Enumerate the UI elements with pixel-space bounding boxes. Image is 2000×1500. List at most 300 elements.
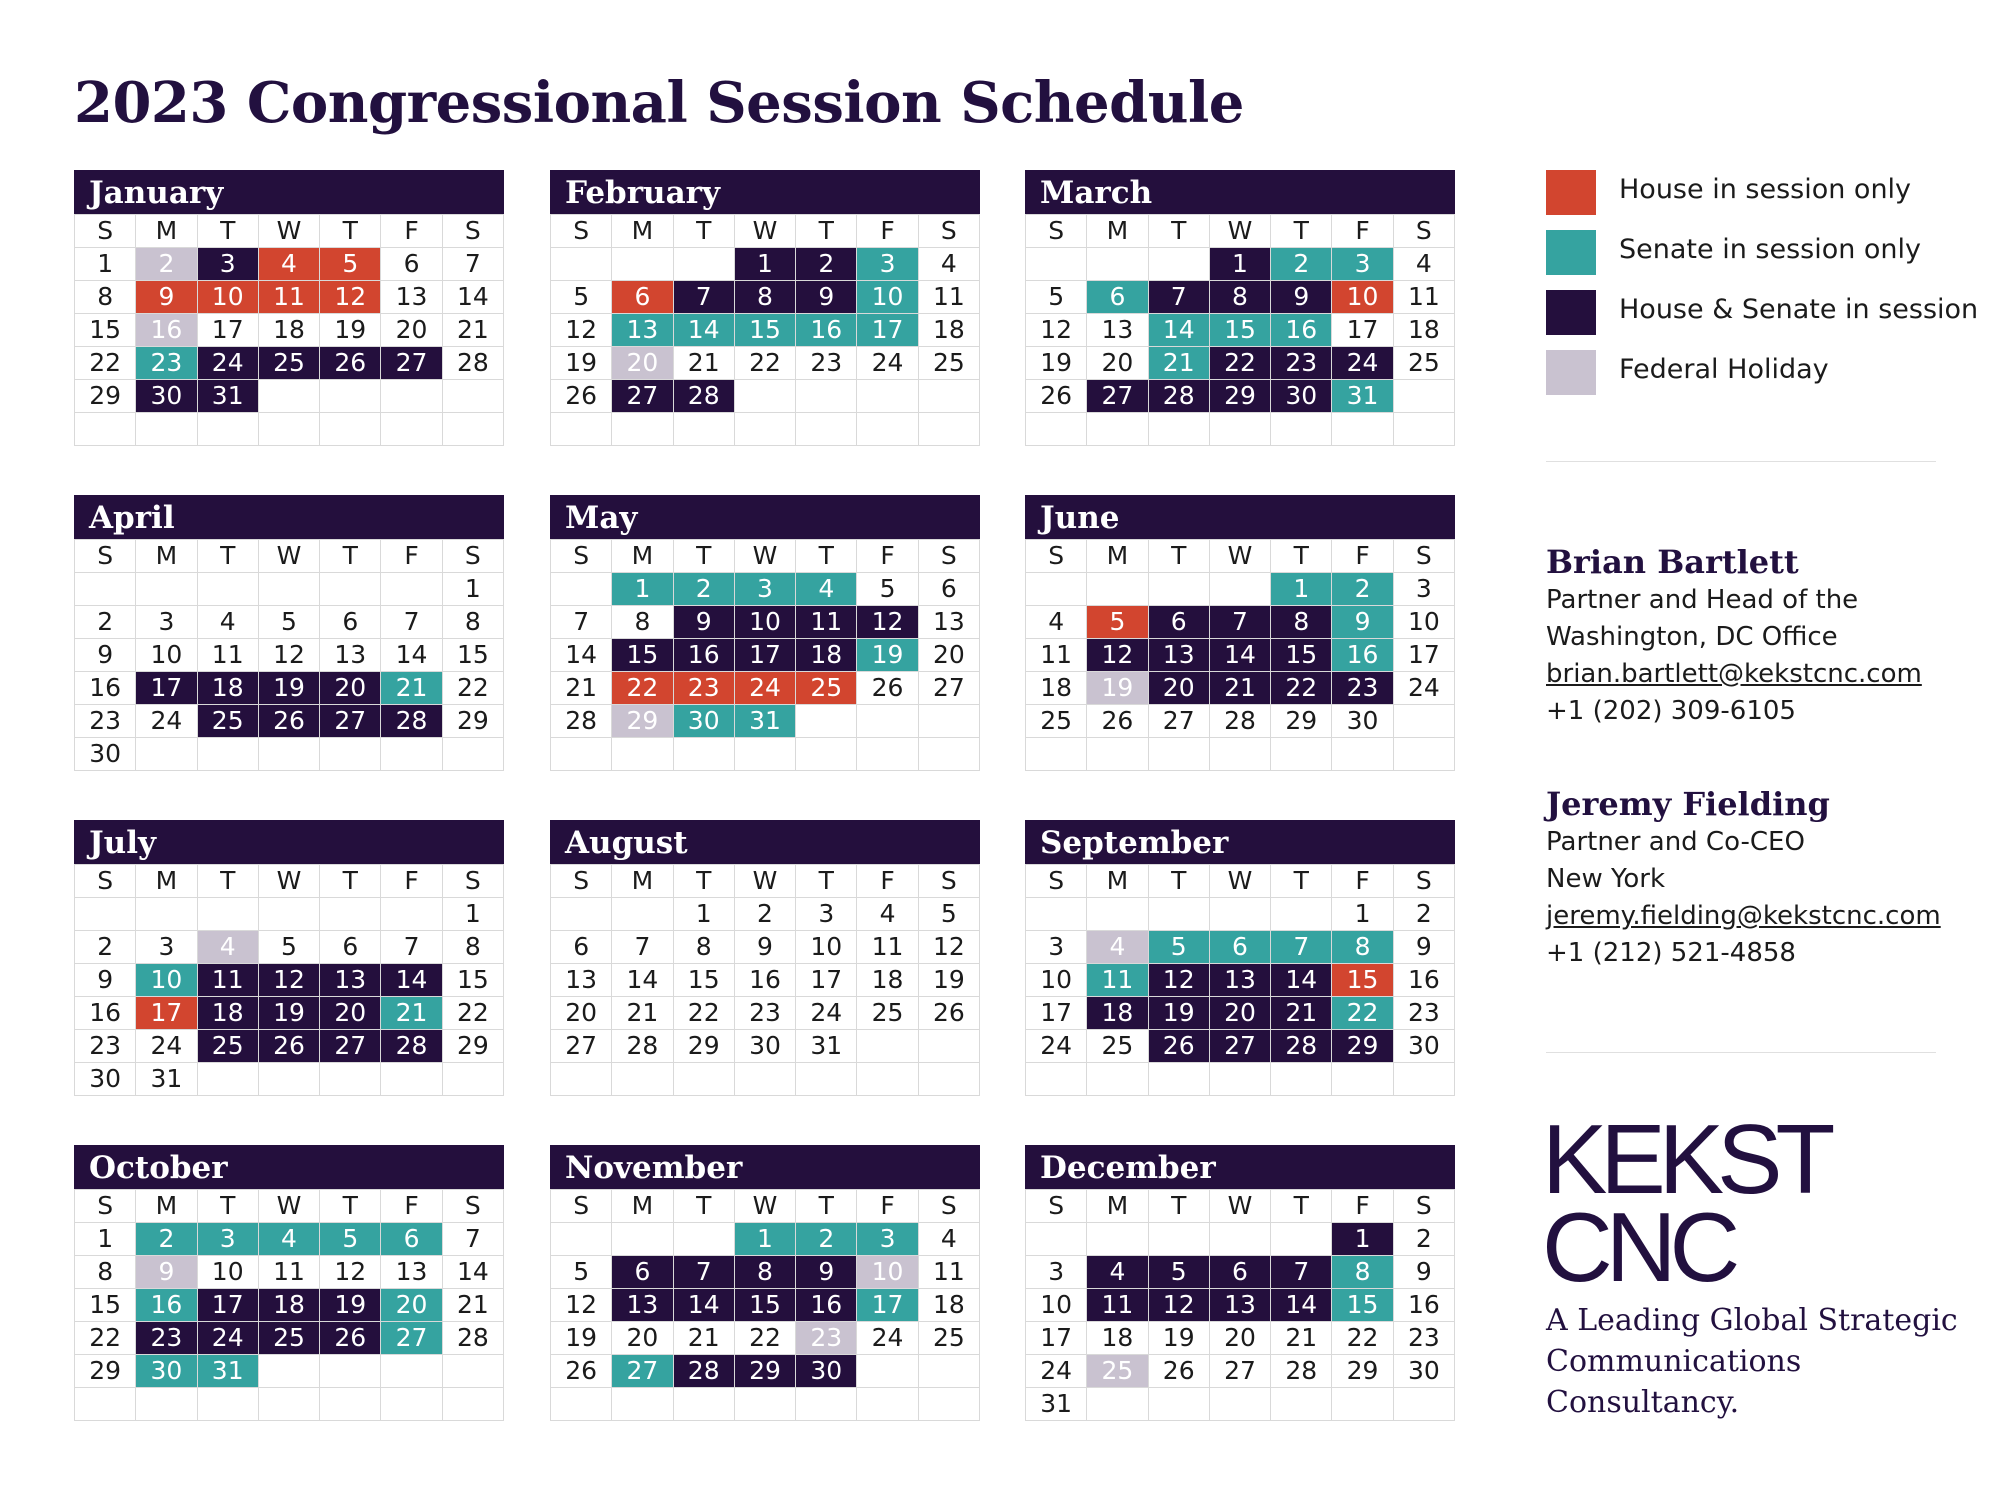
- empty-cell: [1026, 898, 1087, 931]
- weekday-header: T: [197, 540, 258, 573]
- empty-cell: [1393, 705, 1454, 738]
- day-cell: 20: [612, 347, 673, 380]
- day-cell: 29: [75, 1355, 136, 1388]
- empty-cell: [1209, 738, 1270, 771]
- weekday-header: S: [442, 540, 503, 573]
- day-cell: 26: [258, 1030, 319, 1063]
- empty-cell: [734, 1388, 795, 1421]
- day-cell: 13: [381, 1256, 442, 1289]
- empty-cell: [136, 413, 197, 446]
- day-cell: 21: [1271, 1322, 1332, 1355]
- empty-cell: [673, 1063, 734, 1096]
- empty-cell: [551, 1223, 612, 1256]
- empty-cell: [918, 1355, 979, 1388]
- empty-cell: [381, 1388, 442, 1421]
- day-cell: 18: [857, 964, 918, 997]
- legend-label: Federal Holiday: [1619, 354, 1829, 385]
- empty-cell: [1393, 380, 1454, 413]
- day-cell: 27: [381, 347, 442, 380]
- empty-cell: [857, 1355, 918, 1388]
- empty-cell: [197, 898, 258, 931]
- empty-cell: [258, 1388, 319, 1421]
- day-cell: 14: [1271, 1289, 1332, 1322]
- day-cell: 13: [918, 606, 979, 639]
- weekday-header: M: [136, 865, 197, 898]
- day-cell: 9: [1332, 606, 1393, 639]
- empty-cell: [442, 1355, 503, 1388]
- day-cell: 29: [75, 380, 136, 413]
- day-cell: 20: [320, 672, 381, 705]
- month-calendar-june: [1025, 495, 1455, 771]
- day-cell: 28: [1271, 1030, 1332, 1063]
- contact-email-link[interactable]: brian.bartlett@kekstcnc.com: [1546, 659, 1922, 689]
- day-cell: 1: [442, 898, 503, 931]
- empty-cell: [857, 738, 918, 771]
- empty-cell: [1087, 1063, 1148, 1096]
- empty-cell: [1148, 738, 1209, 771]
- day-cell: 10: [1026, 1289, 1087, 1322]
- day-cell: 14: [673, 314, 734, 347]
- day-cell: 19: [857, 639, 918, 672]
- legend-swatch-house: [1546, 170, 1596, 215]
- day-cell: 16: [1332, 639, 1393, 672]
- day-cell: 23: [136, 1322, 197, 1355]
- day-cell: 28: [1209, 705, 1270, 738]
- day-cell: 29: [1209, 380, 1270, 413]
- empty-cell: [612, 1388, 673, 1421]
- empty-cell: [796, 738, 857, 771]
- day-cell: 14: [442, 281, 503, 314]
- weekday-header: F: [857, 215, 918, 248]
- weekday-header: S: [1393, 865, 1454, 898]
- day-cell: 24: [136, 1030, 197, 1063]
- day-cell: 3: [136, 931, 197, 964]
- day-cell: 13: [1209, 964, 1270, 997]
- day-cell: 28: [1271, 1355, 1332, 1388]
- empty-cell: [381, 898, 442, 931]
- weekday-header: S: [551, 540, 612, 573]
- day-cell: 12: [857, 606, 918, 639]
- day-cell: 27: [551, 1030, 612, 1063]
- empty-cell: [381, 573, 442, 606]
- day-cell: 2: [1393, 898, 1454, 931]
- weekday-header: S: [442, 1190, 503, 1223]
- empty-cell: [1148, 1223, 1209, 1256]
- day-cell: 18: [918, 1289, 979, 1322]
- day-cell: 10: [796, 931, 857, 964]
- day-cell: 30: [1271, 380, 1332, 413]
- day-cell: 27: [1209, 1355, 1270, 1388]
- weekday-header: T: [197, 1190, 258, 1223]
- logo-line-1: KEKST: [1542, 1104, 1829, 1214]
- day-cell: 28: [381, 705, 442, 738]
- day-cell: 25: [1393, 347, 1454, 380]
- day-cell: 8: [673, 931, 734, 964]
- day-cell: 27: [320, 1030, 381, 1063]
- day-cell: 19: [1026, 347, 1087, 380]
- legend-label: House & Senate in session: [1619, 294, 1979, 325]
- day-cell: 12: [1026, 314, 1087, 347]
- empty-cell: [918, 705, 979, 738]
- day-cell: 23: [796, 347, 857, 380]
- day-cell: 13: [551, 964, 612, 997]
- weekday-header: M: [612, 865, 673, 898]
- weekday-header: T: [1271, 1190, 1332, 1223]
- day-cell: 22: [734, 347, 795, 380]
- weekday-header: T: [320, 540, 381, 573]
- day-cell: 29: [1271, 705, 1332, 738]
- empty-cell: [320, 1388, 381, 1421]
- day-cell: 15: [734, 1289, 795, 1322]
- empty-cell: [734, 413, 795, 446]
- day-cell: 14: [1271, 964, 1332, 997]
- day-cell: 29: [673, 1030, 734, 1063]
- day-cell: 7: [1271, 931, 1332, 964]
- day-cell: 25: [796, 672, 857, 705]
- weekday-header: S: [1026, 540, 1087, 573]
- empty-cell: [1271, 738, 1332, 771]
- day-cell: 10: [136, 964, 197, 997]
- day-cell: 5: [551, 281, 612, 314]
- day-cell: 20: [320, 997, 381, 1030]
- day-cell: 19: [258, 997, 319, 1030]
- empty-cell: [918, 1030, 979, 1063]
- day-cell: 7: [442, 1223, 503, 1256]
- legend-swatch-senate: [1546, 230, 1596, 275]
- day-cell: 5: [551, 1256, 612, 1289]
- day-cell: 6: [1148, 606, 1209, 639]
- day-cell: 8: [442, 606, 503, 639]
- day-cell: 7: [442, 248, 503, 281]
- day-cell: 28: [551, 705, 612, 738]
- day-cell: 7: [612, 931, 673, 964]
- day-cell: 28: [612, 1030, 673, 1063]
- day-cell: 4: [857, 898, 918, 931]
- empty-cell: [258, 1355, 319, 1388]
- empty-cell: [1148, 248, 1209, 281]
- empty-cell: [1087, 738, 1148, 771]
- day-cell: 2: [1271, 248, 1332, 281]
- contact-email-link[interactable]: jeremy.fielding@kekstcnc.com: [1546, 901, 1941, 931]
- day-cell: 18: [1026, 672, 1087, 705]
- empty-cell: [381, 413, 442, 446]
- weekday-header: W: [1209, 865, 1270, 898]
- empty-cell: [197, 573, 258, 606]
- weekday-header: F: [857, 865, 918, 898]
- weekday-header: S: [551, 1190, 612, 1223]
- day-cell: 17: [796, 964, 857, 997]
- day-cell: 5: [1148, 931, 1209, 964]
- day-cell: 14: [673, 1289, 734, 1322]
- empty-cell: [1087, 573, 1148, 606]
- empty-cell: [918, 380, 979, 413]
- day-cell: 20: [381, 1289, 442, 1322]
- divider: [1546, 461, 1936, 462]
- empty-cell: [258, 738, 319, 771]
- day-cell: 22: [673, 997, 734, 1030]
- day-cell: 12: [320, 281, 381, 314]
- day-cell: 20: [612, 1322, 673, 1355]
- day-cell: 11: [197, 639, 258, 672]
- day-cell: 30: [1393, 1355, 1454, 1388]
- weekday-header: S: [1026, 215, 1087, 248]
- day-cell: 5: [320, 248, 381, 281]
- day-cell: 6: [612, 1256, 673, 1289]
- day-cell: 20: [1148, 672, 1209, 705]
- day-cell: 31: [197, 380, 258, 413]
- day-cell: 1: [612, 573, 673, 606]
- weekday-header: F: [381, 215, 442, 248]
- day-cell: 16: [796, 1289, 857, 1322]
- day-cell: 10: [734, 606, 795, 639]
- day-cell: 3: [197, 248, 258, 281]
- day-cell: 8: [75, 281, 136, 314]
- empty-cell: [1148, 1063, 1209, 1096]
- day-cell: 13: [612, 314, 673, 347]
- empty-cell: [796, 413, 857, 446]
- day-cell: 2: [136, 1223, 197, 1256]
- day-cell: 4: [918, 248, 979, 281]
- empty-cell: [1209, 1223, 1270, 1256]
- empty-cell: [673, 1223, 734, 1256]
- day-cell: 7: [1148, 281, 1209, 314]
- day-cell: 12: [1148, 964, 1209, 997]
- empty-cell: [1026, 1223, 1087, 1256]
- day-cell: 14: [1209, 639, 1270, 672]
- day-cell: 5: [918, 898, 979, 931]
- day-cell: 23: [796, 1322, 857, 1355]
- day-cell: 10: [1393, 606, 1454, 639]
- day-cell: 26: [320, 347, 381, 380]
- day-cell: 15: [75, 314, 136, 347]
- empty-cell: [551, 413, 612, 446]
- day-cell: 4: [258, 1223, 319, 1256]
- day-cell: 29: [442, 705, 503, 738]
- day-cell: 8: [1332, 1256, 1393, 1289]
- empty-cell: [258, 898, 319, 931]
- day-cell: 26: [1087, 705, 1148, 738]
- day-cell: 20: [1209, 997, 1270, 1030]
- day-cell: 2: [673, 573, 734, 606]
- empty-cell: [197, 738, 258, 771]
- day-cell: 15: [673, 964, 734, 997]
- empty-cell: [1087, 248, 1148, 281]
- empty-cell: [1209, 413, 1270, 446]
- month-header: January: [74, 170, 504, 214]
- day-cell: 4: [1087, 931, 1148, 964]
- day-cell: 13: [612, 1289, 673, 1322]
- weekday-header: M: [1087, 215, 1148, 248]
- day-cell: 25: [918, 347, 979, 380]
- weekday-header: M: [612, 1190, 673, 1223]
- weekday-header: F: [857, 540, 918, 573]
- month-calendar-july: [74, 820, 504, 1096]
- month-header: September: [1025, 820, 1455, 864]
- month-calendar-september: [1025, 820, 1455, 1096]
- day-cell: 21: [673, 347, 734, 380]
- day-cell: 30: [796, 1355, 857, 1388]
- month-header: February: [550, 170, 980, 214]
- day-cell: 5: [1026, 281, 1087, 314]
- day-cell: 8: [442, 931, 503, 964]
- weekday-header: F: [1332, 1190, 1393, 1223]
- weekday-header: S: [442, 865, 503, 898]
- day-cell: 18: [197, 672, 258, 705]
- day-cell: 7: [381, 606, 442, 639]
- weekday-header: T: [320, 865, 381, 898]
- day-cell: 4: [796, 573, 857, 606]
- day-cell: 1: [673, 898, 734, 931]
- empty-cell: [1271, 1063, 1332, 1096]
- day-cell: 21: [673, 1322, 734, 1355]
- day-cell: 9: [796, 281, 857, 314]
- empty-cell: [796, 1388, 857, 1421]
- day-cell: 19: [1148, 997, 1209, 1030]
- day-cell: 27: [612, 380, 673, 413]
- day-cell: 17: [857, 314, 918, 347]
- day-cell: 26: [918, 997, 979, 1030]
- month-calendar-february: [550, 170, 980, 446]
- day-cell: 22: [1271, 672, 1332, 705]
- day-cell: 1: [75, 248, 136, 281]
- day-cell: 6: [918, 573, 979, 606]
- day-cell: 11: [918, 1256, 979, 1289]
- day-cell: 7: [1271, 1256, 1332, 1289]
- empty-cell: [381, 1355, 442, 1388]
- day-cell: 21: [1271, 997, 1332, 1030]
- month-calendar-august: [550, 820, 980, 1096]
- contact-card-bartlett: [1546, 542, 1986, 730]
- weekday-header: W: [1209, 1190, 1270, 1223]
- weekday-header: W: [734, 865, 795, 898]
- day-cell: 7: [551, 606, 612, 639]
- weekday-header: W: [258, 540, 319, 573]
- day-cell: 17: [136, 997, 197, 1030]
- weekday-header: S: [1026, 865, 1087, 898]
- day-cell: 16: [75, 997, 136, 1030]
- day-cell: 21: [551, 672, 612, 705]
- empty-cell: [442, 413, 503, 446]
- empty-cell: [1209, 1063, 1270, 1096]
- day-cell: 11: [1087, 1289, 1148, 1322]
- day-cell: 3: [796, 898, 857, 931]
- logo-line-2: CNC: [1542, 1192, 1734, 1302]
- legend-label: Senate in session only: [1619, 234, 1922, 265]
- day-cell: 17: [1393, 639, 1454, 672]
- empty-cell: [612, 738, 673, 771]
- day-cell: 9: [1271, 281, 1332, 314]
- empty-cell: [1209, 1388, 1270, 1421]
- day-cell: 27: [381, 1322, 442, 1355]
- weekday-header: S: [1393, 215, 1454, 248]
- day-cell: 30: [1393, 1030, 1454, 1063]
- day-cell: 6: [1209, 931, 1270, 964]
- day-cell: 18: [1393, 314, 1454, 347]
- day-cell: 11: [918, 281, 979, 314]
- empty-cell: [551, 738, 612, 771]
- contact-location: New York: [1546, 864, 1666, 894]
- day-cell: 24: [1393, 672, 1454, 705]
- day-cell: 12: [551, 1289, 612, 1322]
- weekday-header: T: [197, 215, 258, 248]
- contact-title: Partner and Head of the: [1546, 585, 1859, 615]
- day-cell: 15: [734, 314, 795, 347]
- empty-cell: [551, 248, 612, 281]
- day-cell: 2: [796, 248, 857, 281]
- day-cell: 9: [1393, 931, 1454, 964]
- weekday-header: T: [1271, 865, 1332, 898]
- month-calendar-january: [74, 170, 504, 446]
- day-cell: 6: [381, 1223, 442, 1256]
- contact-card-fielding: [1546, 784, 1986, 972]
- day-cell: 18: [258, 1289, 319, 1322]
- empty-cell: [551, 573, 612, 606]
- weekday-header: S: [1393, 1190, 1454, 1223]
- contact-location: Washington, DC Office: [1546, 622, 1838, 652]
- day-cell: 24: [857, 1322, 918, 1355]
- day-cell: 29: [1332, 1030, 1393, 1063]
- weekday-header: S: [1393, 540, 1454, 573]
- empty-cell: [857, 1388, 918, 1421]
- day-cell: 20: [551, 997, 612, 1030]
- day-cell: 12: [1148, 1289, 1209, 1322]
- day-cell: 21: [1209, 672, 1270, 705]
- empty-cell: [258, 573, 319, 606]
- empty-cell: [734, 380, 795, 413]
- weekday-header: T: [673, 215, 734, 248]
- day-cell: 9: [136, 281, 197, 314]
- day-cell: 5: [258, 931, 319, 964]
- day-cell: 15: [612, 639, 673, 672]
- day-cell: 23: [1271, 347, 1332, 380]
- day-cell: 17: [197, 1289, 258, 1322]
- empty-cell: [1026, 248, 1087, 281]
- day-cell: 29: [612, 705, 673, 738]
- empty-cell: [1148, 1388, 1209, 1421]
- day-cell: 12: [918, 931, 979, 964]
- day-cell: 13: [1087, 314, 1148, 347]
- weekday-header: T: [1271, 540, 1332, 573]
- month-calendar-december: [1025, 1145, 1455, 1421]
- empty-cell: [857, 1063, 918, 1096]
- day-cell: 29: [442, 1030, 503, 1063]
- day-cell: 13: [320, 639, 381, 672]
- day-cell: 11: [1026, 639, 1087, 672]
- day-cell: 12: [320, 1256, 381, 1289]
- day-cell: 25: [258, 347, 319, 380]
- empty-cell: [1393, 413, 1454, 446]
- empty-cell: [197, 1063, 258, 1096]
- month-header: October: [74, 1145, 504, 1189]
- day-cell: 19: [551, 1322, 612, 1355]
- day-cell: 28: [1148, 380, 1209, 413]
- day-cell: 16: [734, 964, 795, 997]
- day-cell: 27: [918, 672, 979, 705]
- empty-cell: [612, 1223, 673, 1256]
- day-cell: 26: [320, 1322, 381, 1355]
- day-cell: 31: [1332, 380, 1393, 413]
- day-cell: 13: [1148, 639, 1209, 672]
- day-cell: 30: [673, 705, 734, 738]
- empty-cell: [857, 705, 918, 738]
- weekday-header: T: [320, 215, 381, 248]
- day-cell: 6: [320, 606, 381, 639]
- day-cell: 26: [551, 380, 612, 413]
- day-cell: 8: [612, 606, 673, 639]
- day-cell: 4: [1393, 248, 1454, 281]
- empty-cell: [136, 898, 197, 931]
- weekday-header: T: [796, 1190, 857, 1223]
